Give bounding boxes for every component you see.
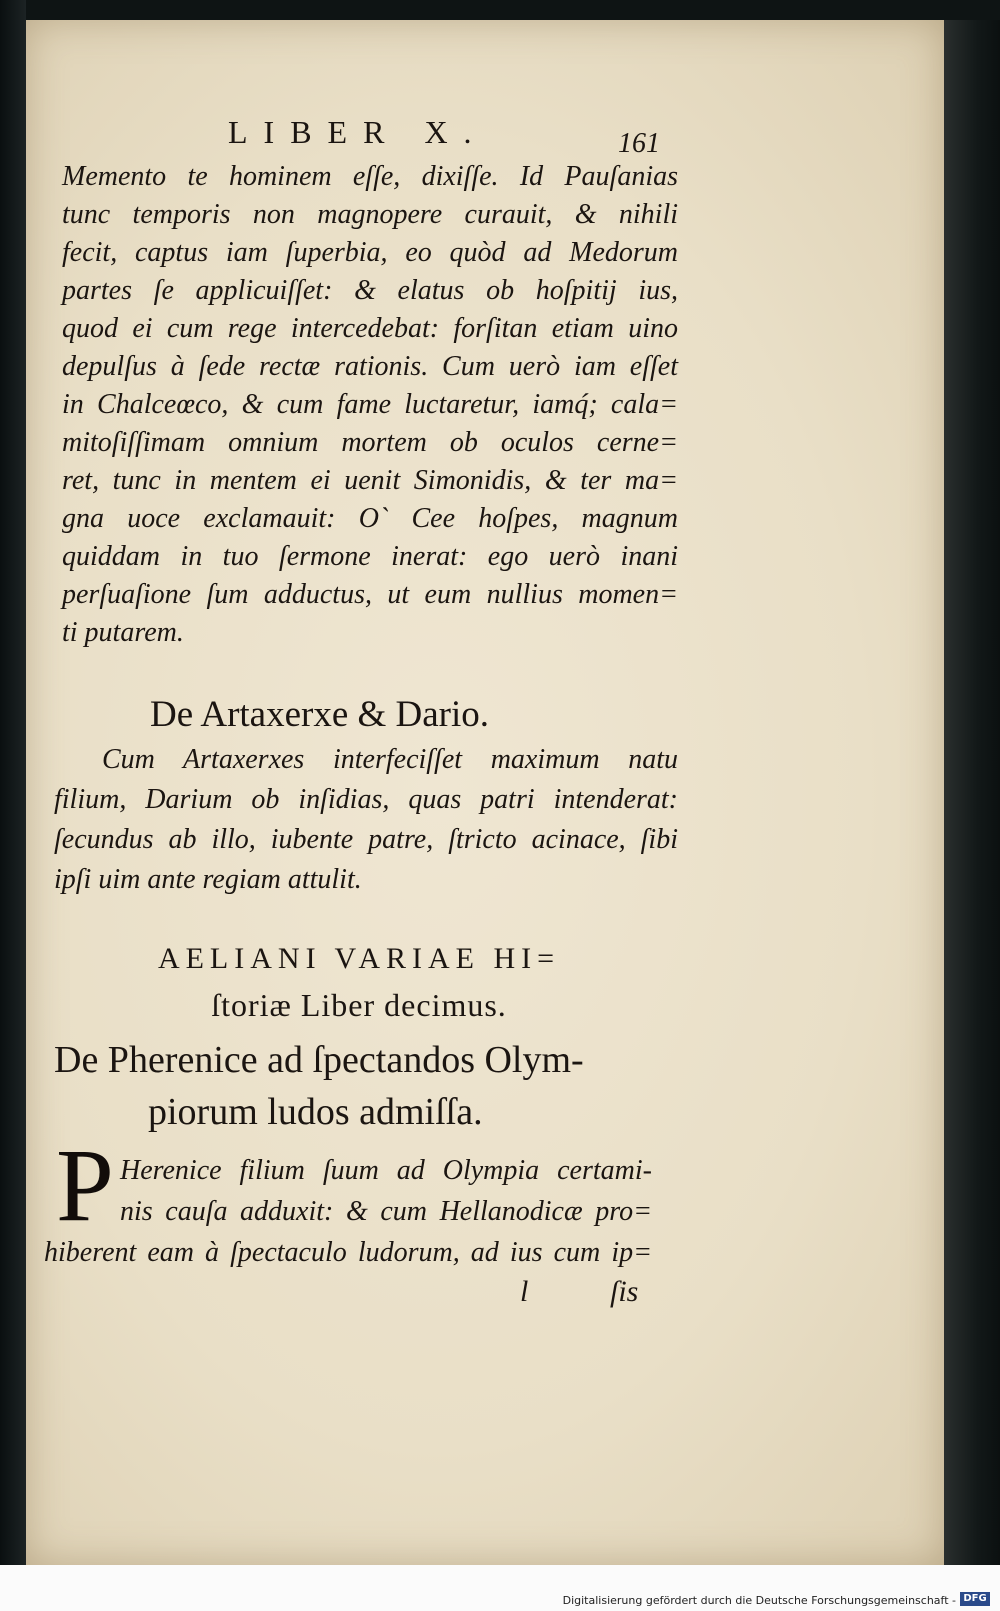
book-title	[124, 936, 594, 1028]
text-line: partes ſe applicuiſſet: & elatus ob hoſpitij ius,	[62, 275, 678, 306]
text-line: Herenice filium ſuum ad Olympia certami-	[120, 1155, 652, 1186]
text-line: nis cauſa adduxit: & cum Hellanodicæ pro=	[120, 1196, 652, 1227]
text-line: quiddam in tuo ſermone inerat: ego uerò inani	[62, 541, 678, 572]
text-line: fecit, captus iam ſuperbia, eo quòd ad Medorum	[62, 237, 678, 268]
footer-credit: Digitalisierung gefördert durch die Deutsche Forschungsgemeinschaft -	[562, 1594, 956, 1607]
text-line: gna uoce exclamauit: O` Cee hoſpes, magnum	[62, 503, 678, 534]
chapter-heading-line: piorum ludos admiſſa.	[148, 1091, 483, 1133]
text-line: quod ei cum rege intercedebat: forſitan etiam uino	[62, 313, 678, 344]
passage-pherenice	[44, 1150, 652, 1273]
text-line: hiberent eam à ſpectaculo ludorum, ad ius cum ip=	[44, 1237, 652, 1268]
text-line: ipſi uim ante regiam attulit.	[54, 864, 362, 895]
page-edge	[944, 20, 1000, 1565]
running-title: LIBER X.	[228, 114, 488, 150]
book-title-line: ſtoriæ Liber decimus.	[211, 987, 507, 1023]
section-heading: De Artaxerxe & Dario.	[150, 694, 490, 735]
signature-mark: l	[520, 1275, 529, 1308]
text-line: ret, tunc in mentem ei uenit Simonidis, & ter ma=	[62, 465, 678, 496]
text-line: filium, Darium ob inſidias, quas patri intenderat:	[54, 784, 678, 815]
text-line: ti putarem.	[62, 617, 184, 648]
book-title-line: AELIANI VARIAE HI=	[157, 942, 561, 975]
text-line: mitoſiſſimam omnium mortem ob oculos cerne=	[62, 427, 678, 458]
text-line: ſecundus ab illo, iubente patre, ſtricto acinace, ſibi	[54, 824, 678, 855]
book-gutter	[0, 0, 26, 1611]
text-line: tunc temporis non magnopere curauit, & nihili	[62, 199, 678, 230]
text-line: Memento te hominem eſſe, dixiſſe. Id Pauſanias	[62, 161, 678, 192]
text-line: in Chalceœco, & cum fame luctaretur, iamq́; cala=	[62, 389, 678, 420]
passage-pausanias	[62, 158, 678, 652]
dfg-logo: DFG	[960, 1592, 990, 1606]
passage-artaxerxes	[54, 740, 678, 900]
drop-cap: P	[56, 1128, 114, 1243]
folio-number: 161	[618, 128, 660, 159]
text-line: depulſus à ſede rectæ rationis. Cum uerò iam eſſet	[62, 351, 678, 382]
text-line: Cum Artaxerxes interfeciſſet maximum natu	[102, 744, 678, 775]
catchword: ſis	[610, 1275, 639, 1308]
chapter-heading-line: De Pherenice ad ſpectandos Olym-	[54, 1039, 584, 1081]
chapter-heading	[54, 1034, 654, 1138]
text-line: perſuaſione ſum adductus, ut eum nullius momen=	[62, 579, 678, 610]
